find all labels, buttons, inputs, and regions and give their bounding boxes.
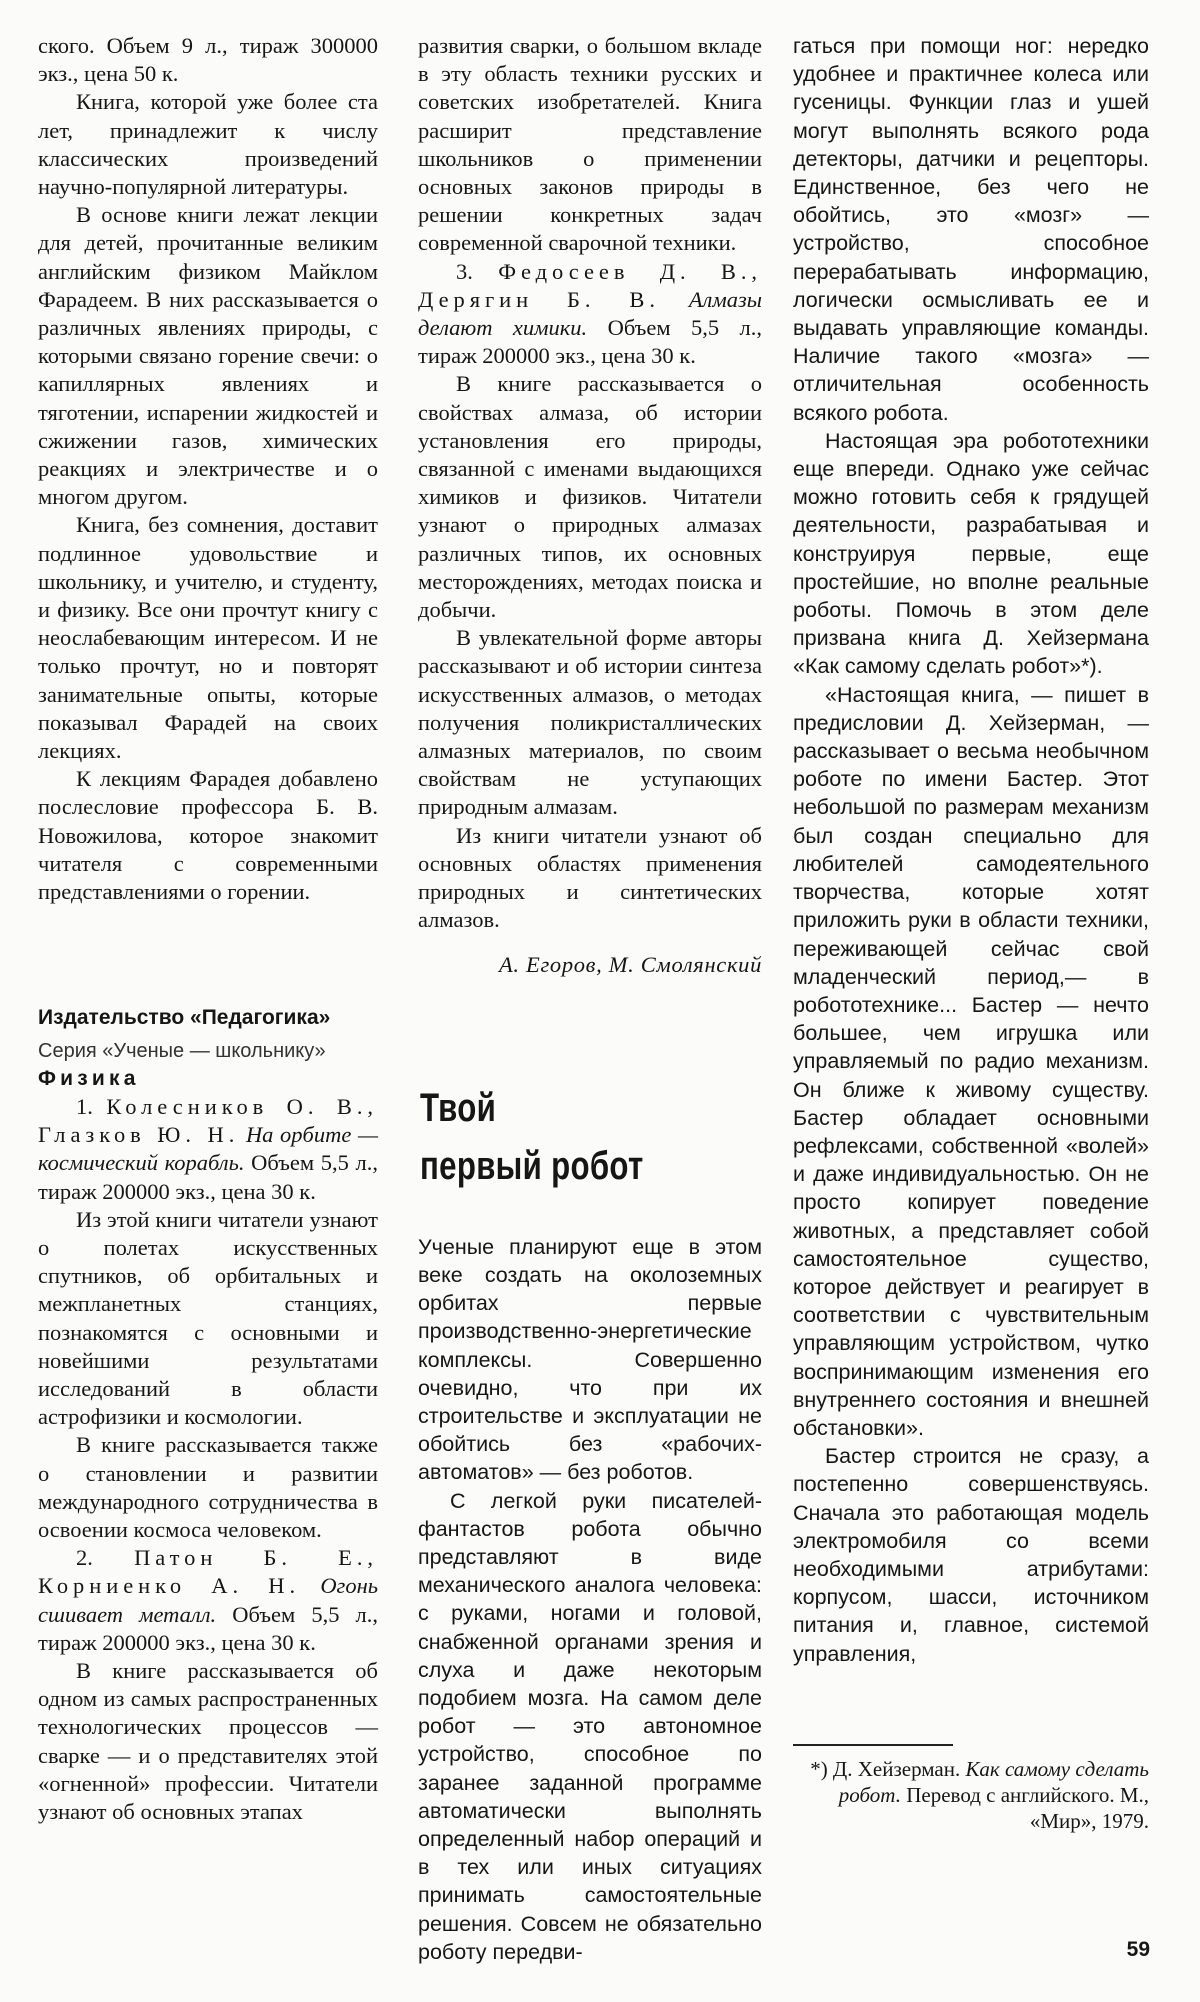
book-entry-2: 2. Патон Б. Е., Корниенко А. Н. Огонь сшивает металл. Объем 5,5 л., тираж 200000 экз., цена 30 к.	[38, 1545, 378, 1655]
paragraph: В книге рассказывается об одном из самых распространенных технологических процессов — сварке — и о представителях этой «огненной» профессии. Читатели узнают об основных этапах	[38, 1657, 378, 1824]
column-middle	[418, 32, 762, 1966]
book-title: Алмазы делают химики.	[418, 286, 762, 341]
publisher-heading: Издательство «Педагогика»	[38, 1006, 331, 1030]
footnote-divider	[793, 1744, 953, 1746]
page-number: 59	[1126, 1938, 1150, 1961]
article-title: Твой первый робот	[420, 1085, 644, 1188]
paragraph: Из этой книги читатели узнают о полетах искусственных спутников, об орбитальных и межпланетных станциях, познакомятся с основными и новейшими результатами исследований в области астрофизики и космологии.	[38, 1206, 378, 1430]
review-signature: А. Егоров, М. Смолянский	[499, 951, 762, 977]
series-label: Серия «Ученые — школьнику»	[38, 1039, 326, 1062]
paragraph: Из книги читатели узнают об основных областях применения природных и синтетических алмазов.	[418, 822, 762, 933]
book-entry-3: 3. Федосеев Д. В., Дерягин Б. В. Алмазы делают химики. Объем 5,5 л., тираж 200000 экз., цена 30 к.	[418, 258, 763, 369]
book-authors: Патон Б. Е., Корниенко А. Н.	[38, 1545, 378, 1599]
paragraph: К лекциям Фарадея добавлено послесловие профессора Б. В. Новожилова, которое знакомит читателя с современными представлениями о горении.	[38, 766, 378, 905]
paragraph: В увлекательной форме авторы рассказывают и об истории синтеза искусственных алмазов, о методах получения поликристаллических алмазных материалов, по своим свойствам не уступающих природным алмазам.	[418, 625, 762, 820]
paragraph: «Настоящая книга, — пишет в предисловии Д. Хейзерман, — рассказывает о весьма необычном роботе по имени Бастер. Этот небольшой по размерам механизм был создан специально для любителей самодеятельного творчества, которые хотят приложить руки в области техники, переживающей сейчас свой младенческий период,— в робототехнике... Бастер — нечто большее, чем игрушка или управляемый по радио механизм. Он ближе к живому существу. Бастер обладает основными рефлексами, собственной «волей» и даже индивидуальностью. Он не просто копирует поведение животных, а представляет собой самостоятельное существо, которое действует и реагирует в соответствии с чувствительным управляющим устройством, чутко воспринимающим изменения его внутреннего состояния и внешней обстановки».	[793, 682, 1149, 1440]
paragraph: ского. Объем 9 л., тираж 300000 экз., цена 50 к.	[38, 33, 378, 87]
column-left	[38, 32, 378, 1826]
book-authors: Федосеев Д. В., Дерягин Б. В.	[418, 258, 763, 312]
paragraph: С легкой руки писателей-фантастов робота обычно представляют в виде механического аналога человека: с руками, ногами и головой, снабженной органами зрения и слуха и даже некоторым подобием мозга. На самом деле робот — это автономное устройство, способное по заранее заданной программе автоматически выполнять определенный набор операций и в тех или иных ситуациях принимать самостоятельные решения. Совсем не обязательно роботу передви-	[418, 1488, 762, 1964]
paragraph: Книга, без сомнения, доставит подлинное удовольствие и школьнику, и учителю, и студенту, и физику. Все они прочтут книгу с неослабевающим интересом. И не только прочтут, но и повторят занимательные опыты, которые показывал Фарадей на своих лекциях.	[38, 512, 378, 764]
footnote: *) Д. Хейзерман. Как самому сделать робот. Перевод с английского. М., «Мир», 1979.	[810, 1756, 1149, 1833]
paragraph: В книге рассказывается также о становлении и развитии международного сотрудничества в освоении космоса человеком.	[38, 1432, 378, 1542]
paragraph: Книга, которой уже более ста лет, принадлежит к числу классических произведений научно-популярной литературы.	[38, 89, 378, 200]
book-entry-1: 1. Колесников О. В., Глазков Ю. Н. На орбите — космический корабль. Объем 5,5 л., тираж 200000 экз., цена 30 к.	[38, 1093, 378, 1204]
paragraph: Ученые планируют еще в этом веке создать на околоземных орбитах первые производственно-энергетические комплексы. Совершенно очевидно, что при их строительстве и эксплуатации не обойтись без «рабочих-автоматов» — без роботов.	[418, 1234, 762, 1485]
paragraph: развития сварки, о большом вкладе в эту область техники русских и советских изобретателей. Книга расширит представление школьников о применении основных законов природы в решении конкретных задач современной сварочной техники.	[418, 33, 762, 256]
paragraph: Бастер строится не сразу, а постепенно совершенствуясь. Сначала это работающая модель электромобиля со всеми необходимыми атрибутами: корпусом, шасси, источником питания и, главное, системой управления,	[793, 1444, 1149, 1666]
book-title: Огонь сшивает металл.	[38, 1573, 378, 1627]
paragraph: Настоящая эра робототехники еще впереди. Однако уже сейчас можно готовить себя к грядущей деятельности, разрабатывая и конструируя первые, еще простейшие, но вполне реальные роботы. Помочь в этом деле призвана книга Д. Хейзермана «Как самому сделать робот»*).	[793, 428, 1149, 679]
book-title: На орбите — космический корабль.	[38, 1122, 378, 1176]
paragraph: гаться при помощи ног: нередко удобнее и практичнее колеса или гусеницы. Функции глаз и ушей могут выполнять всякого рода детекторы, датчики и рецепторы. Единственное, без чего не обойтись, это «мозг» — устройство, способное перерабатывать информацию, логически осмысливать ее и выдавать управляющие команды. Наличие такого «мозга» — отличительная особенность всякого робота.	[793, 34, 1149, 425]
paragraph: В основе книги лежат лекции для детей, прочитанные великим английским физиком Майклом Фарадеем. В них рассказывается о различных явлениях природы, с которыми связано горение свечи: о капиллярных явлениях и тяготении, испарении жидкостей и сжижении газов, химических реакциях и электричестве и о многом другом.	[38, 202, 378, 510]
subject-heading: Физика	[38, 1066, 140, 1090]
paragraph: В книге рассказывается о свойствах алмаза, об истории установления его природы, связанной с именами выдающихся химиков и физиков. Читатели узнают о природных алмазах различных типов, их основных месторождениях, методах поиска и добычи.	[418, 371, 762, 623]
book-authors: Колесников О. В., Глазков Ю. Н.	[38, 1093, 378, 1148]
article-body	[418, 1233, 762, 1966]
column-right	[793, 32, 1149, 1834]
